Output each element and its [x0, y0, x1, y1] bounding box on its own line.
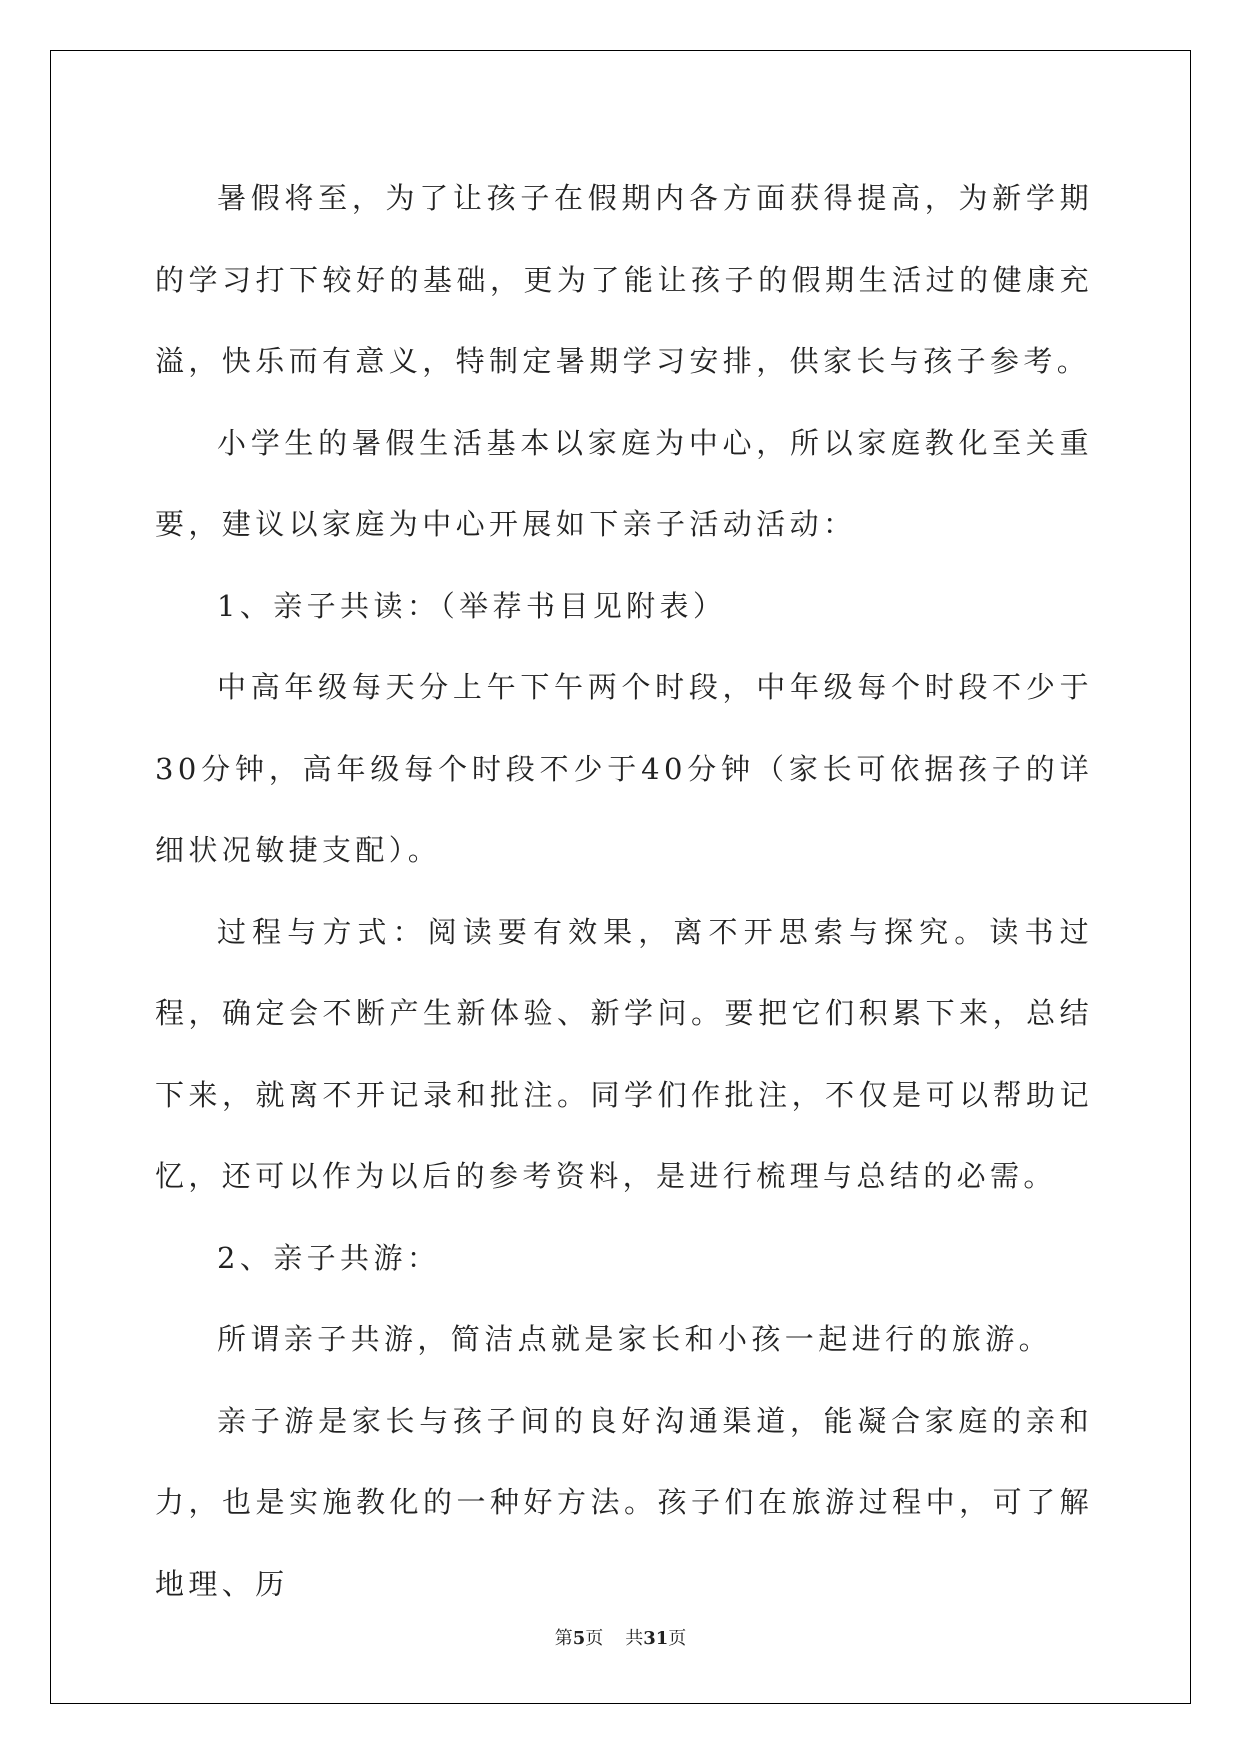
- paragraph-reading-method: 过程与方式：阅读要有效果，离不开思索与探究。读书过程，确定会不断产生新体验、新学问。要把它们积累下来，总结下来，就离不开记录和批注。同学们作批注，不仅是可以帮助记忆，还可以作为以后的参考资料，是进行梳理与总结的必需。: [155, 914, 1093, 1193]
- page-footer: [0, 1628, 1241, 1650]
- total-prefix: 共: [625, 1628, 644, 1649]
- total-pages: 31: [643, 1628, 669, 1649]
- page-suffix: 页: [585, 1628, 604, 1649]
- heading-shared-travel: 2、亲子共游：: [217, 1240, 441, 1275]
- paragraph-reading-schedule: 中高年级每天分上午下午两个时段，中年级每个时段不少于30分钟，高年级每个时段不少于40分钟（家长可依据孩子的详细状况敏捷支配）。: [155, 670, 1093, 867]
- heading-shared-reading: 1、亲子共读：（举荐书目见附表）: [217, 588, 727, 623]
- document-body: [155, 158, 1093, 1625]
- paragraph-travel-definition: 所谓亲子共游，简洁点就是家长和小孩一起进行的旅游。: [217, 1322, 1053, 1356]
- page-prefix: 第: [554, 1628, 573, 1649]
- paragraph-travel-benefits: 亲子游是家长与孩子间的良好沟通渠道，能凝合家庭的亲和力，也是实施教化的一种好方法。孩子们在旅游过程中，可了解地理、历: [155, 1403, 1093, 1601]
- page-number: 5: [572, 1628, 586, 1649]
- paragraph-family-center: 小学生的暑假生活基本以家庭为中心，所以家庭教化至关重要，建议以家庭为中心开展如下亲子活动活动：: [155, 425, 1093, 541]
- total-suffix: 页: [668, 1628, 687, 1649]
- paragraph-intro: 暑假将至，为了让孩子在假期内各方面获得提高，为新学期的学习打下较好的基础，更为了能让孩子的假期生活过的健康充溢，快乐而有意义，特制定暑期学习安排，供家长与孩子参考。: [155, 181, 1093, 378]
